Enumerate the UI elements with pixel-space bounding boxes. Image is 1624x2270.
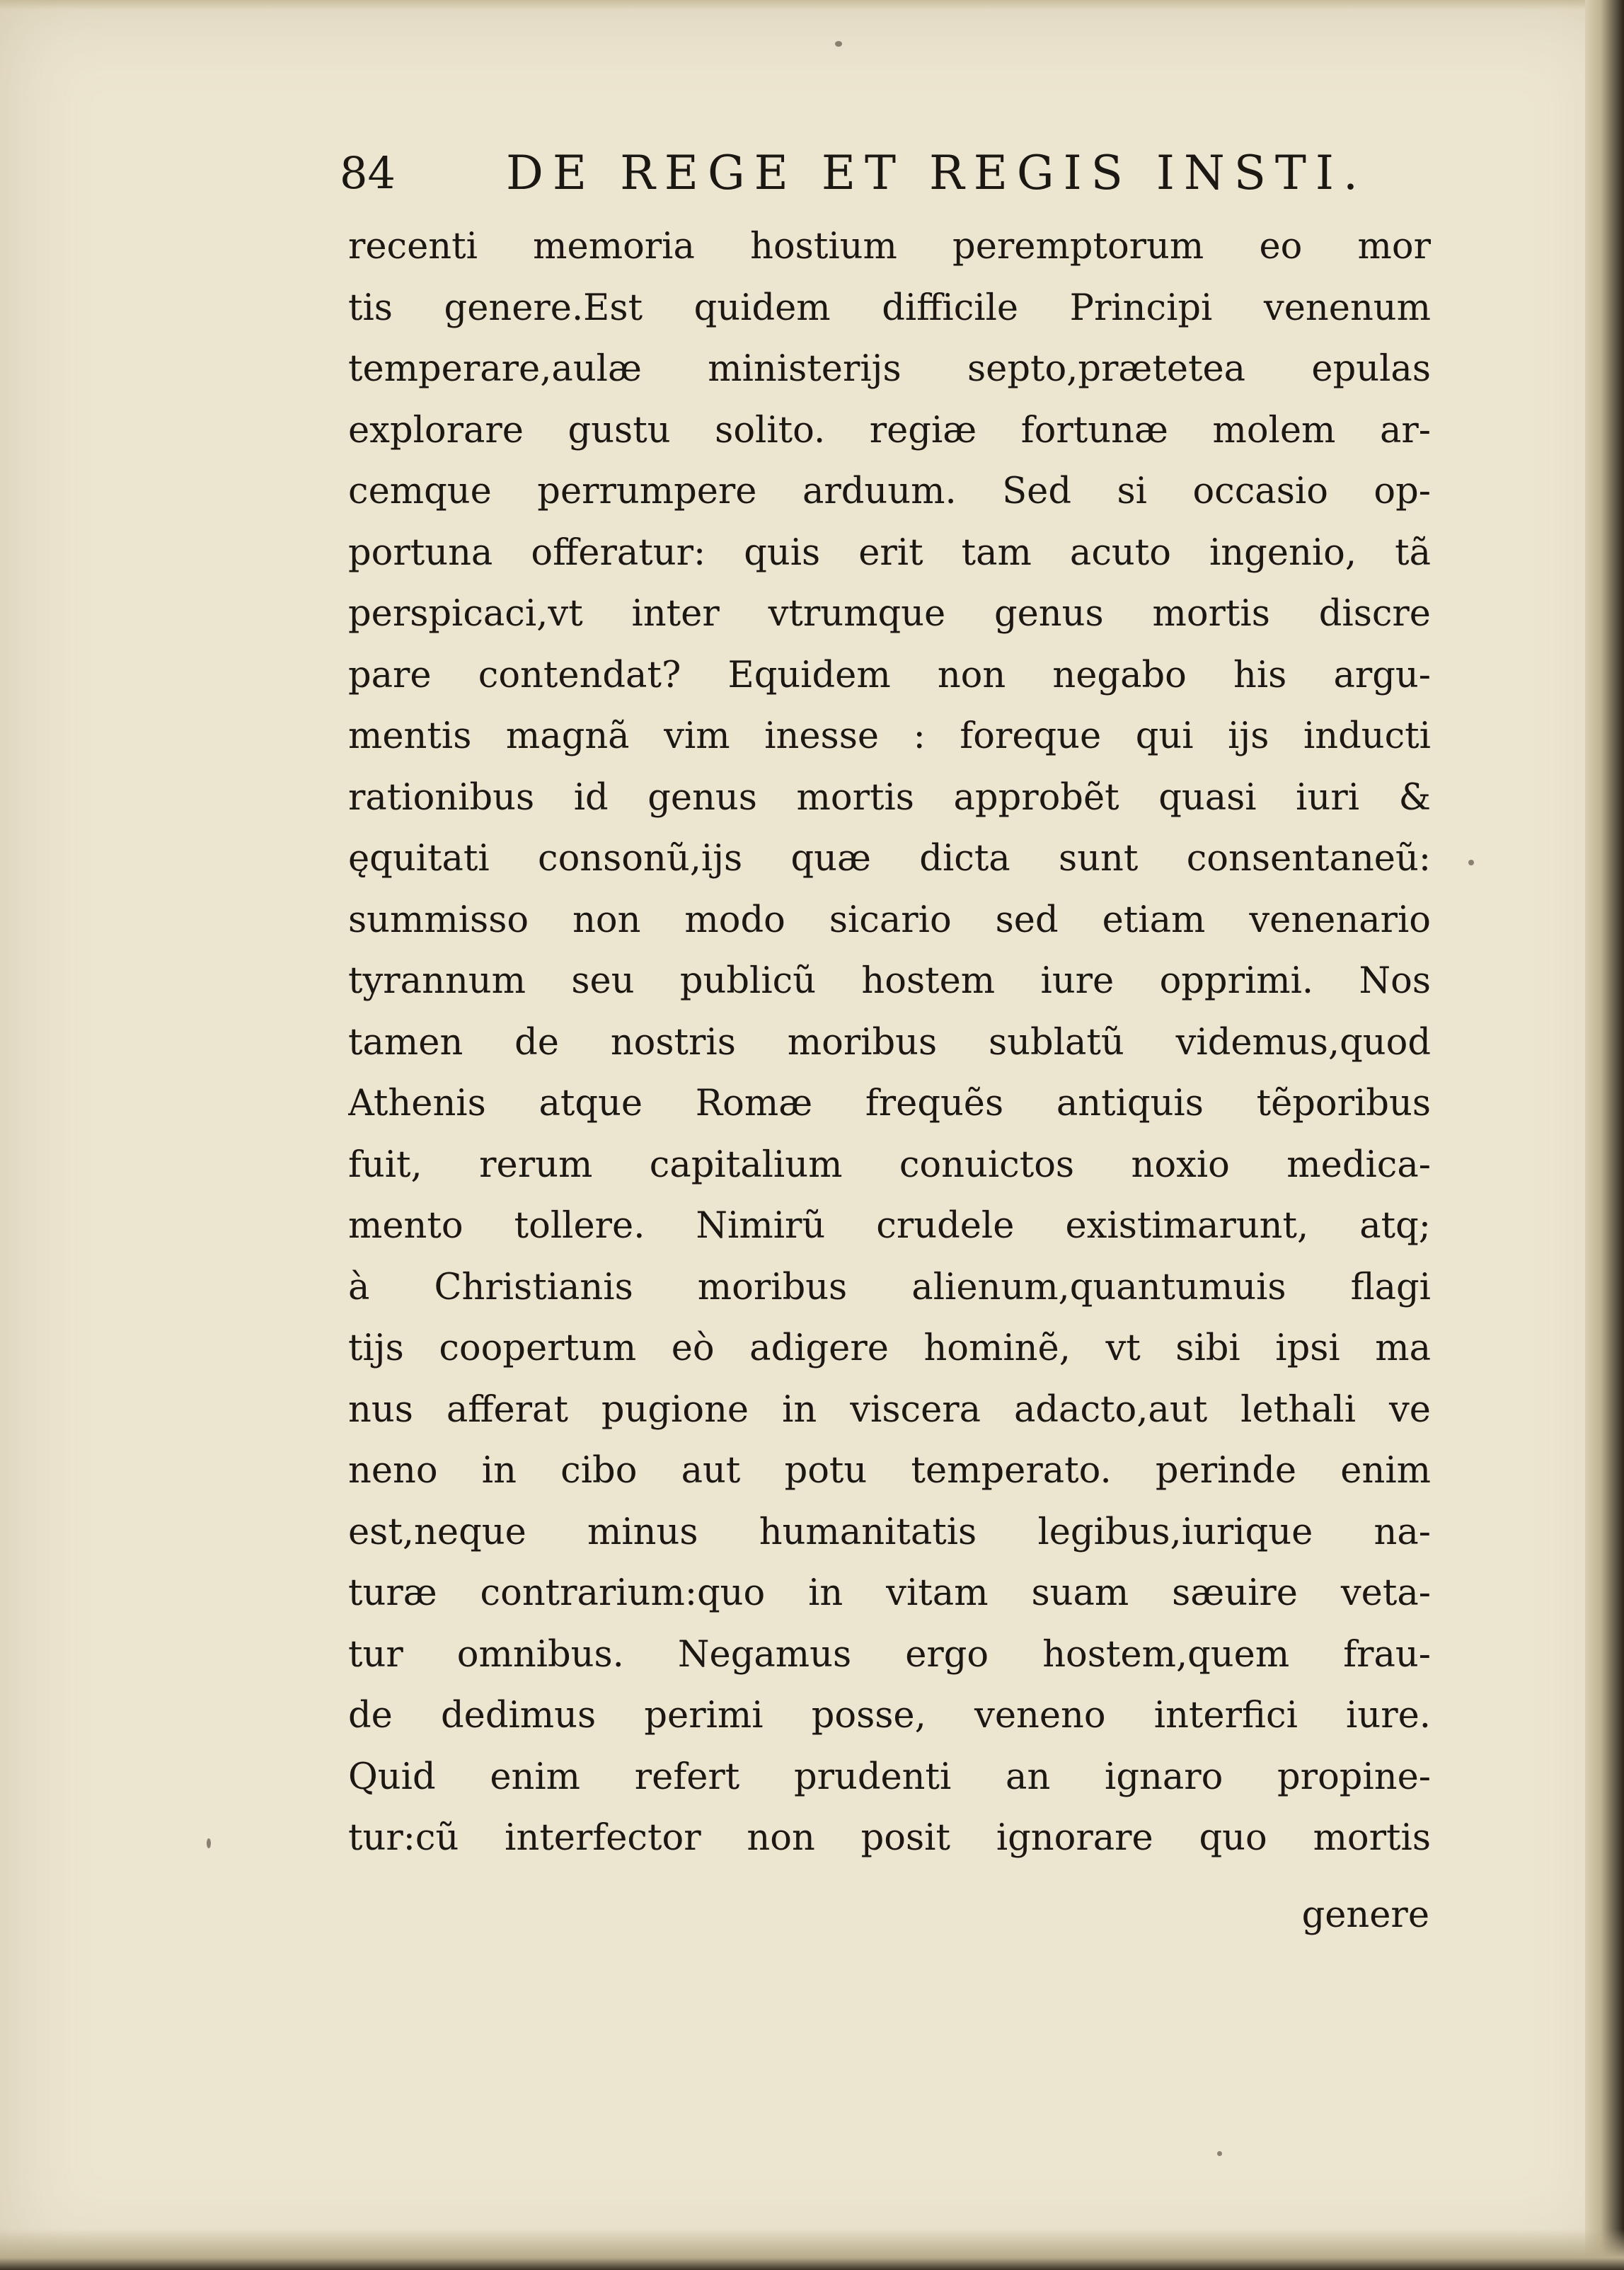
- paper-speck: [835, 41, 842, 47]
- page-number: 84: [340, 147, 396, 199]
- text-line: perspicaci,vt inter vtrumque genus mortis discre: [348, 593, 1431, 635]
- text-line: temperare,aulæ ministerijs septo,prætetea epulas: [348, 348, 1431, 390]
- page-header: [340, 131, 1444, 216]
- text-line: summisso non modo sicario sed etiam venenario: [348, 899, 1431, 941]
- text-line: tyrannum seu publicũ hostem iure opprimi. Nos: [348, 960, 1431, 1002]
- text-line: cemque perrumpere arduum. Sed si occasio op-: [348, 471, 1431, 512]
- text-line: fuit, rerum capitalium conuictos noxio medica-: [348, 1143, 1431, 1186]
- text-line: tijs coopertum eò adigere hominẽ, vt sibi ipsi ma: [348, 1327, 1431, 1369]
- text-line: recenti memoria hostium peremptorum eo mor: [348, 226, 1431, 267]
- text-line: turæ contrarium:quo in vitam suam sæuire veta-: [348, 1572, 1431, 1614]
- text-line: nus afferat pugione in viscera adacto,aut lethali ve: [348, 1388, 1431, 1431]
- body-text: [348, 217, 1431, 1869]
- catchword: genere: [1301, 1894, 1429, 1936]
- running-title: DE REGE ET REGIS INSTI.: [506, 146, 1367, 200]
- text-line: tamen de nostris moribus sublatũ videmus,quod: [348, 1021, 1431, 1064]
- text-line: ęquitati consonũ,ijs quæ dicta sunt consentaneũ:: [348, 838, 1431, 880]
- text-line: Athenis atque Romæ frequẽs antiquis tẽporibus: [348, 1083, 1431, 1124]
- text-line: mentis magnã vim inesse : foreque qui ijs inducti: [348, 715, 1431, 757]
- text-line: neno in cibo aut potu temperato. perinde enim: [348, 1450, 1431, 1492]
- paper-speck: [207, 1838, 211, 1848]
- page-top-edge: [0, 0, 1624, 10]
- paper-speck: [1468, 860, 1474, 865]
- page-fore-edge: [1585, 0, 1624, 2270]
- text-line: est,neque minus humanitatis legibus,iurique na-: [348, 1511, 1431, 1553]
- paper-speck: [1217, 2151, 1222, 2156]
- text-line: portuna offeratur: quis erit tam acuto ingenio, tã: [348, 531, 1431, 574]
- catchword-area: [1203, 1885, 1429, 1949]
- text-line: Quid enim refert prudenti an ignaro propine-: [348, 1756, 1431, 1798]
- text-line: tur:cũ interfector non posit ignorare quo mortis: [348, 1817, 1431, 1859]
- text-line: de dedimus perimi posse, veneno interfici iure.: [348, 1695, 1431, 1736]
- text-line: mento tollere. Nimirũ crudele existimarunt, atq;: [348, 1205, 1431, 1247]
- text-line: à Christianis moribus alienum,quantumuis flagi: [348, 1266, 1431, 1308]
- text-line: tur omnibus. Negamus ergo hostem,quem frau-: [348, 1633, 1431, 1676]
- text-line: explorare gustu solito. regiæ fortunæ molem ar-: [348, 409, 1431, 451]
- text-line: rationibus id genus mortis approbẽt quasi iuri &: [348, 776, 1431, 819]
- text-line: pare contendat? Equidem non negabo his argu-: [348, 654, 1431, 696]
- page-bottom-edge: [0, 2229, 1624, 2270]
- text-line: tis genere.Est quidem difficile Principi venenum: [348, 287, 1431, 329]
